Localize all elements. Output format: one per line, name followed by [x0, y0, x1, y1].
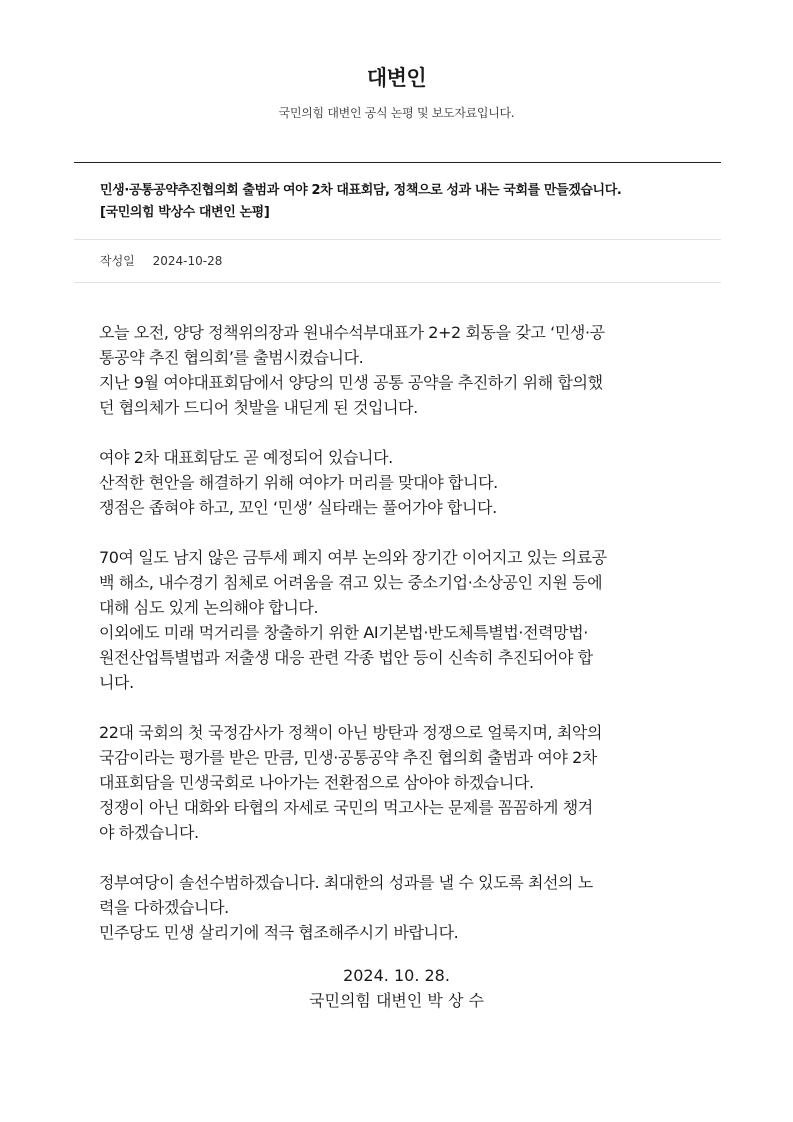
- body-line: 니다.: [99, 673, 134, 692]
- article-body: [99, 320, 699, 970]
- body-line: 여야 2차 대표회담도 곧 예정되어 있습니다.: [99, 448, 393, 467]
- body-paragraph: [99, 445, 699, 520]
- page-subtitle: 국민의힘 대변인 공식 논평 및 보도자료입니다.: [278, 106, 515, 120]
- date-value: 2024-10-28: [152, 254, 223, 268]
- article-title: [74, 163, 721, 240]
- body-line: 오늘 오전, 양당 정책위의장과 원내수석부대표가 2+2 회동을 갖고 ‘민생·공: [99, 323, 605, 342]
- body-paragraph: [99, 720, 699, 845]
- body-line: 정부여당이 솔선수범하겠습니다. 최대한의 성과를 낼 수 있도록 최선의 노: [99, 873, 593, 892]
- body-line: 백 해소, 내수경기 침체로 어려움을 겪고 있는 중소기업·소상공인 지원 등에: [99, 573, 603, 592]
- article-meta: [74, 240, 721, 283]
- body-line: 던 협의체가 드디어 첫발을 내딛게 된 것입니다.: [99, 398, 418, 417]
- date-label: 작성일: [100, 254, 135, 268]
- body-line: 력을 다하겠습니다.: [99, 898, 229, 917]
- signature-name: 국민의힘 대변인 박 상 수: [309, 991, 484, 1010]
- body-line: 국감이라는 평가를 받은 만큼, 민생·공통공약 추진 협의회 출범과 여야 2차: [99, 748, 597, 767]
- article-header: [74, 162, 721, 283]
- body-line: 이외에도 미래 먹거리를 창출하기 위한 AI기본법·반도체특별법·전력망법·: [99, 623, 588, 642]
- body-line: 통공약 추진 협의회’를 출범시켰습니다.: [99, 348, 364, 367]
- body-paragraph: [99, 870, 699, 945]
- body-line: 쟁점은 좁혀야 하고, 꼬인 ‘민생’ 실타래는 풀어가야 합니다.: [99, 498, 497, 517]
- body-line: 22대 국회의 첫 국정감사가 정책이 아닌 방탄과 정쟁으로 얼룩지며, 최악의: [99, 723, 603, 742]
- body-line: 대해 심도 있게 논의해야 합니다.: [99, 598, 319, 617]
- article-title-line: [국민의힘 박상수 대변인 논평]: [100, 205, 270, 220]
- signature: [0, 963, 793, 1013]
- body-paragraph: [99, 320, 699, 420]
- body-line: 민주당도 민생 살리기에 적극 협조해주시기 바랍니다.: [99, 923, 459, 942]
- body-line: 정쟁이 아닌 대화와 타협의 자세로 국민의 먹고사는 문제를 꼼꼼하게 챙겨: [99, 798, 593, 817]
- body-line: 원전산업특별법과 저출생 대응 관련 각종 법안 등이 신속히 추진되어야 합: [99, 648, 593, 667]
- body-line: 야 하겠습니다.: [99, 823, 199, 842]
- signature-date: 2024. 10. 28.: [343, 966, 450, 985]
- body-line: 70여 일도 남지 않은 금투세 폐지 여부 논의와 장기간 이어지고 있는 의료공: [99, 548, 607, 567]
- page-title: 대변인: [366, 66, 427, 90]
- body-line: 산적한 현안을 해결하기 위해 여야가 머리를 맞대야 합니다.: [99, 473, 498, 492]
- article-title-line: 민생·공통공약추진협의회 출범과 여야 2차 대표회담, 정책으로 성과 내는 국회를 만들겠습니다.: [100, 183, 622, 198]
- body-line: 대표회담을 민생국회로 나아가는 전환점으로 삼아야 하겠습니다.: [99, 773, 534, 792]
- body-line: 지난 9월 여야대표회담에서 양당의 민생 공통 공약을 추진하기 위해 합의했: [99, 373, 603, 392]
- body-paragraph: [99, 545, 699, 695]
